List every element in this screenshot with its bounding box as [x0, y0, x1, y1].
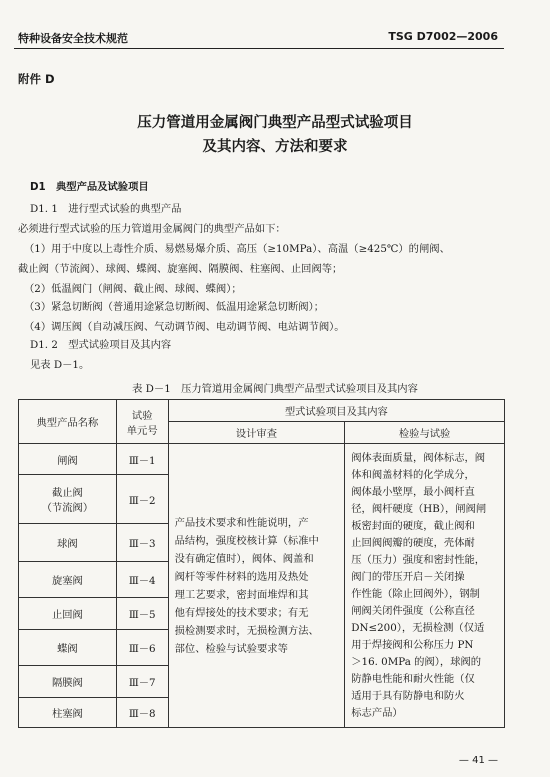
product-name	[19, 475, 117, 524]
design-line: 品结构，强度校核计算（标准中	[174, 534, 319, 547]
appendix-label: 附件 D	[18, 72, 55, 86]
product-name: 闸阀	[19, 444, 117, 475]
page-title-line2: 及其内容、方法和要求	[202, 139, 348, 155]
product-name: 球阀	[19, 524, 117, 562]
detect-line: 作性能（除止回阀外），钢制	[351, 588, 480, 600]
table-caption: 表 D－1 压力管道用金属阀门典型产品型式试验项目及其内容	[132, 383, 418, 395]
list-item-1-line2: 截止阀（节流阀）、球阀、蝶阀、旋塞阀、隔膜阀、柱塞阀、止回阀等；	[18, 263, 343, 275]
unit-code: Ⅲ－5	[116, 598, 168, 630]
list-item-3: （3）紧急切断阀（普通用途紧急切断阀、低温用途紧急切断阀）；	[24, 301, 325, 313]
section-heading-d12: D1. 2 型式试验项目及其内容	[30, 339, 172, 351]
detect-line: 闸阀关闭件强度（公称直径	[351, 605, 475, 617]
test-items-table	[18, 399, 505, 728]
detect-line: 体和阀盖材料的化学成分，	[351, 469, 475, 481]
detect-line: 防静电性能和耐火性能（仅	[351, 673, 475, 685]
page-title-line1: 压力管道用金属阀门典型产品型式试验项目	[137, 115, 413, 131]
detect-line: 标志产品）	[351, 707, 403, 719]
col-header-detect: 检验与试验	[345, 422, 505, 444]
see-table-text: 见表 D－1。	[30, 359, 90, 371]
product-name-line2: （节流阀）	[41, 502, 94, 514]
detect-line: DN≤200），无损检测（仅适	[351, 622, 485, 634]
detect-line: 阀体最小壁厚，最小阀杆直	[351, 486, 475, 498]
col-header-design: 设计审查	[168, 422, 345, 444]
unit-code: Ⅲ－2	[116, 475, 168, 524]
design-line: 他有焊接处的技术要求；有无	[174, 606, 309, 619]
header-spec-title: 特种设备安全技术规范	[18, 32, 128, 45]
unit-code: Ⅲ－7	[116, 666, 168, 698]
design-line: 理工艺要求，密封面堆焊和其	[174, 588, 309, 601]
list-item-2: （2）低温阀门（闸阀、截止阀、球阀、蝶阀）；	[24, 283, 242, 295]
detect-line: 止回阀阀瓣的硬度，壳体耐	[351, 537, 475, 549]
design-line: 产品技术要求和性能说明，产	[174, 516, 309, 529]
product-name: 隔膜阀	[19, 666, 117, 698]
header-rule	[14, 48, 504, 49]
unit-code: Ⅲ－6	[116, 630, 168, 666]
intro-paragraph: 必须进行型式试验的压力管道用金属阀门的典型产品如下：	[18, 223, 286, 235]
page-number: — 41 —	[458, 755, 498, 766]
list-item-1-line1: （1）用于中度以上毒性介质、易燃易爆介质、高压（≥10MPa）、高温（≥425℃）的闸阀、	[24, 243, 450, 255]
detect-line: 适用于具有防静电和防火	[351, 690, 465, 702]
list-item-4: （4）调压阀（自动减压阀、气动调节阀、电动调节阀、电站调节阀）。	[24, 321, 345, 333]
unit-code: Ⅲ－3	[116, 524, 168, 562]
design-line: 没有确定值时），阀体、阀盖和	[174, 552, 314, 565]
product-name: 柱塞阀	[19, 698, 117, 728]
detect-line: 压（压力）强度和密封性能，	[351, 554, 486, 566]
col-header-unit-line2: 单元号	[126, 424, 158, 437]
design-review-cell	[168, 444, 345, 728]
detect-line: 用于焊接阀和公称压力 PN	[351, 639, 474, 651]
product-name: 旋塞阀	[19, 562, 117, 598]
section-heading-d1: D1 典型产品及试验项目	[30, 181, 149, 193]
unit-code: Ⅲ－1	[116, 444, 168, 475]
unit-code: Ⅲ－4	[116, 562, 168, 598]
col-header-unit	[116, 400, 168, 444]
product-name-line1: 截止阀	[51, 487, 83, 499]
product-name: 蝶阀	[19, 630, 117, 666]
design-line: 损检测要求时，无损检测方法、	[174, 624, 319, 637]
detect-line: 径，阀杆硬度（HB），闸阀闸	[351, 503, 487, 515]
col-header-group: 型式试验项目及其内容	[168, 400, 504, 422]
col-header-product: 典型产品名称	[19, 400, 117, 444]
see-table-reference	[30, 356, 89, 371]
col-header-unit-line1: 试验	[131, 409, 153, 422]
inspection-test-cell	[345, 444, 505, 728]
header-doc-code: TSG D7002—2006	[388, 30, 498, 43]
section-heading-d11: D1. 1 进行型式试验的典型产品	[30, 203, 182, 215]
design-line: 部位、检验与试验要求等	[174, 642, 288, 655]
detect-line: ＞16. 0MPa 的阀），球阀的	[351, 656, 482, 668]
product-name: 止回阀	[19, 598, 117, 630]
design-line: 阀杆等零件材料的选用及热处	[174, 570, 309, 583]
unit-code: Ⅲ－8	[116, 698, 168, 728]
detect-line: 板密封面的硬度，截止阀和	[351, 520, 475, 532]
detect-line: 阀门的带压开启－关闭操	[351, 571, 465, 583]
detect-line: 阀体表面质量，阀体标志，阀	[351, 452, 486, 464]
